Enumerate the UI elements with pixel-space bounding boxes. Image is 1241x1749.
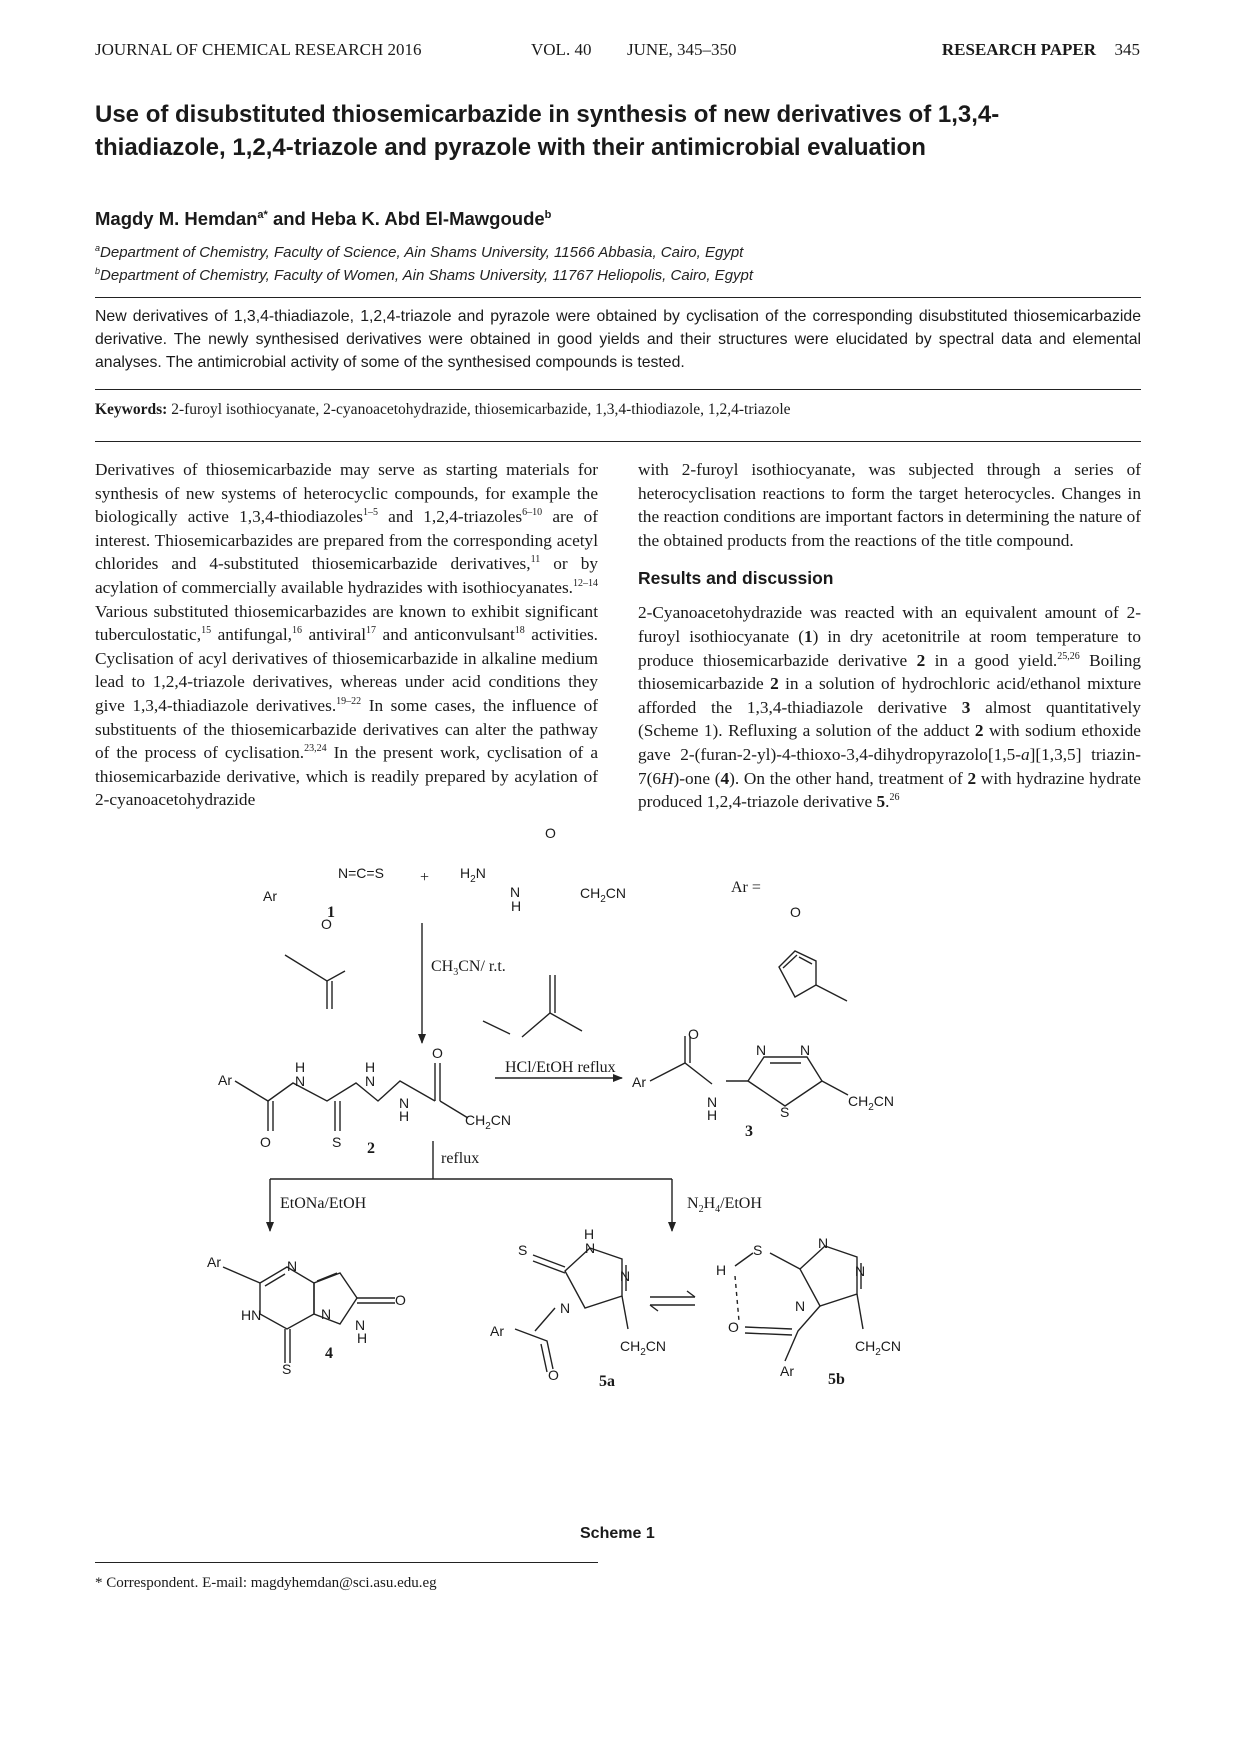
atom-label: N — [585, 1240, 596, 1256]
author-list — [95, 208, 551, 230]
atom-label: N=C=S — [338, 865, 384, 881]
atom-label: H — [399, 1108, 410, 1124]
atom-label: H — [295, 1059, 306, 1075]
atom-label: H — [707, 1107, 718, 1123]
issue-date-pages: JUNE, 345–350 — [627, 40, 737, 59]
keywords-label: Keywords: — [95, 401, 168, 418]
citation: 12–14 — [573, 578, 598, 590]
compound-number: 3 — [745, 1123, 753, 1140]
reaction-condition: reflux — [441, 1150, 480, 1167]
atom-label: H — [511, 898, 522, 914]
atom-label: N — [800, 1042, 811, 1058]
scheme-caption: Scheme 1 — [580, 1525, 655, 1542]
scheme-bonds — [95, 901, 1141, 1561]
atom-label: N — [510, 884, 521, 900]
atom-label: N — [707, 1094, 718, 1110]
reaction-condition: EtONa/EtOH — [280, 1195, 367, 1212]
atom-label: O — [321, 916, 332, 932]
footnote: * Correspondent. E-mail: magdyhemdan@sci.asu.edu.eg — [95, 1575, 437, 1591]
citation: 18 — [514, 625, 525, 637]
journal-volume: VOL. 40 — [531, 40, 592, 59]
reaction-condition: $CH_3CN/$ r.t. — [431, 958, 506, 979]
atom-label: N — [756, 1042, 767, 1058]
author-name: Magdy M. Hemdan — [95, 208, 258, 229]
atom-label: O — [790, 904, 801, 920]
compound-number: 4 — [325, 1345, 333, 1362]
ar-definition-label: Ar = — [731, 879, 761, 896]
compound-number: 5a — [599, 1373, 615, 1390]
atom-label: Ar — [207, 1254, 221, 1270]
footnote-divider — [95, 1562, 598, 1563]
citation: 15 — [201, 625, 212, 637]
atom-label: S — [780, 1104, 790, 1120]
divider — [95, 441, 1141, 442]
abstract: New derivatives of 1,3,4-thiadiazole, 1,2,4-triazole and pyrazole were obtained by cyclisation of the corresponding disubstituted thiosemicarbazide derivative. The newly synthesised derivatives were obtained in good yields and their structures were elucidated by spectral data and elemental analyses. The antimicrobial activity of some of the synthesised compounds is tested. — [95, 308, 1141, 371]
body-paragraph: 2-Cyanoacetohydrazide was reacted with an equivalent amount of 2-furoyl isothiocyanate (1) in dry acetonitrile at room temperature to produce thiosemicarbazide derivative 2 in a good yield.$^{25,26}$ Boiling thiosemicarbazide 2 in a solution of hydrochloric acid/ethanol mixture afforded the 1,3,4-thiadiazole derivative 3 almost quantitatively (Scheme 1). Refluxing a solution of the adduct 2 with sodium ethoxide gave 2-(furan-2-yl)-4-thioxo-3,4-dihydropyrazolo[1,5-a][1,3,5] triazin-7(6H)-one (4). On the other hand, treatment of 2 with hydrazine hydrate produced 1,2,4-triazole derivative 5.26 — [638, 603, 1141, 812]
atom-label: O — [548, 1367, 559, 1383]
citation: 26 — [889, 792, 900, 804]
affiliation-mark: a — [95, 243, 101, 253]
journal-name: JOURNAL OF CHEMICAL RESEARCH 2016 — [95, 40, 422, 59]
atom-label: N — [795, 1298, 806, 1314]
body-paragraph: with 2-furoyl isothiocyanate, was subjected through a series of heterocyclisation reactions to form the target heterocycles. Changes in the reaction conditions are important factors in determining the nature of the obtained products from the reactions of the title compound. — [638, 460, 1141, 550]
atom-label: N — [818, 1235, 829, 1251]
atom-label: S — [332, 1134, 342, 1150]
atom-label: N — [855, 1263, 866, 1279]
author-affiliation-mark: b — [544, 208, 552, 221]
keywords-text: 2-furoyl isothiocyanate, 2-cyanoacetohydrazide, thiosemicarbazide, 1,3,4-thiodiazole, 1,2,4-triazole — [171, 401, 791, 418]
atom-label: S — [282, 1361, 292, 1377]
article-type: RESEARCH PAPER — [941, 40, 1096, 59]
divider — [95, 389, 1141, 390]
atom-label: N — [295, 1073, 306, 1089]
atom-label: Ar — [780, 1363, 794, 1379]
affiliation-text: Department of Chemistry, Faculty of Women, Ain Shams University, 11767 Heliopolis, Cairo, Egypt — [100, 267, 754, 284]
plus-sign: + — [420, 869, 430, 886]
citation: 11 — [530, 554, 541, 566]
citation: 23,24 — [304, 743, 327, 755]
atom-label: Ar — [218, 1072, 232, 1088]
atom-label: O — [688, 1026, 699, 1042]
atom-label: S — [518, 1242, 528, 1258]
atom-label: O — [728, 1319, 739, 1335]
atom-label: HN — [241, 1307, 262, 1323]
paper-title: Use of disubstituted thiosemicarbazide in synthesis of new derivatives of 1,3,4-thiadiazole, 1,2,4-triazole and pyrazole with their antimicrobial evaluation — [95, 101, 1000, 161]
atom-label: O — [545, 825, 556, 841]
keywords — [95, 401, 1141, 419]
running-head — [95, 40, 1140, 64]
atom-label: H — [716, 1262, 727, 1278]
atom-label: H — [365, 1059, 376, 1075]
atom-label: O — [260, 1134, 271, 1150]
atom-label: Ar — [263, 888, 277, 904]
atom-label: N — [399, 1095, 410, 1111]
atom-label: N — [287, 1258, 298, 1274]
compound-number: 2 — [367, 1140, 375, 1157]
compound-number: 5b — [828, 1371, 845, 1388]
atom-label: H — [584, 1226, 595, 1242]
atom-label: N — [365, 1073, 376, 1089]
citation: 16 — [291, 625, 302, 637]
group-label: $CH_2CN$ — [620, 1338, 667, 1358]
affiliation-mark: b — [95, 266, 101, 276]
divider — [95, 297, 1141, 298]
affiliation — [95, 266, 753, 284]
atom-label: N — [355, 1317, 366, 1333]
reaction-scheme — [95, 825, 1141, 1550]
section-heading: Results and discussion — [638, 568, 834, 589]
citation: 6–10 — [522, 507, 543, 519]
body-paragraph: Derivatives of thiosemicarbazide may serve as starting materials for synthesis of new systems of heterocyclic compounds, for example the biologically active 1,3,4-thiodiazoles$^{1-5}$ and 1,2,4-triazoles$^{6-10}$ are of interest. Thiosemicarbazides are prepared from the corresponding acetyl chlorides and 4-substituted thiosemicarbazide derivatives,$^{11}$ or by acylation of commercially available hydrazides with isothiocyanates.$^{12-14}$ Various substituted thiosemicarbazides are known to exhibit significant tuberculostatic,$^{15}$ antifungal,$^{16}$ antiviral$^{17}$ and anticonvulsant$^{18}$ activities. Cyclisation of acyl derivatives of thiosemicarbazide in alkaline medium lead to 1,2,4-triazole derivatives, whereas under acid conditions they give 1,3,4-thiadiazole derivatives.$^{19-22}$ In some cases, the influence of substituents of the thiosemicarbazide derivatives can alter the pathway of the process of cyclisation.$^{23,24}$ In the present work, cyclisation of a thiosemicarbazide derivative, which is readily prepared by acylation of 2-cyanoacetohydrazide — [95, 460, 599, 810]
reaction-condition: $N_2H_4$/EtOH — [687, 1195, 762, 1216]
compound-number: 1 — [327, 904, 335, 921]
group-label: $CH_2CN$ — [580, 885, 627, 905]
atom-label: S — [753, 1242, 763, 1258]
atom-label: N — [620, 1268, 631, 1284]
atom-label: O — [395, 1292, 406, 1308]
page-number: 345 — [1114, 40, 1140, 59]
author-name: Heba K. Abd El-Mawgoude — [311, 208, 545, 229]
body-column-right — [638, 458, 1141, 814]
citation: 25,26 — [1057, 650, 1080, 662]
citation: 19–22 — [336, 696, 362, 708]
author-affiliation-mark: a* — [257, 208, 268, 221]
atom-label: Ar — [490, 1323, 504, 1339]
group-label: $CH_2CN$ — [855, 1338, 902, 1358]
citation: 1–5 — [362, 507, 378, 519]
amine-label: $H_2N$ — [460, 865, 486, 885]
atom-label: Ar — [632, 1074, 646, 1090]
citation: 17 — [366, 625, 377, 637]
atom-label: N — [321, 1306, 332, 1322]
reaction-condition: HCl/EtOH reflux — [505, 1059, 616, 1076]
group-label: $CH_2CN$ — [848, 1093, 895, 1113]
atom-label: O — [432, 1045, 443, 1061]
author-conjunction: and — [267, 208, 311, 229]
atom-label: N — [560, 1300, 571, 1316]
affiliation — [95, 243, 743, 261]
body-column-left — [95, 458, 598, 812]
group-label: $CH_2CN$ — [465, 1112, 512, 1132]
affiliation-text: Department of Chemistry, Faculty of Science, Ain Shams University, 11566 Abbasia, Cairo, Egypt — [100, 244, 744, 261]
atom-label: H — [357, 1330, 368, 1346]
